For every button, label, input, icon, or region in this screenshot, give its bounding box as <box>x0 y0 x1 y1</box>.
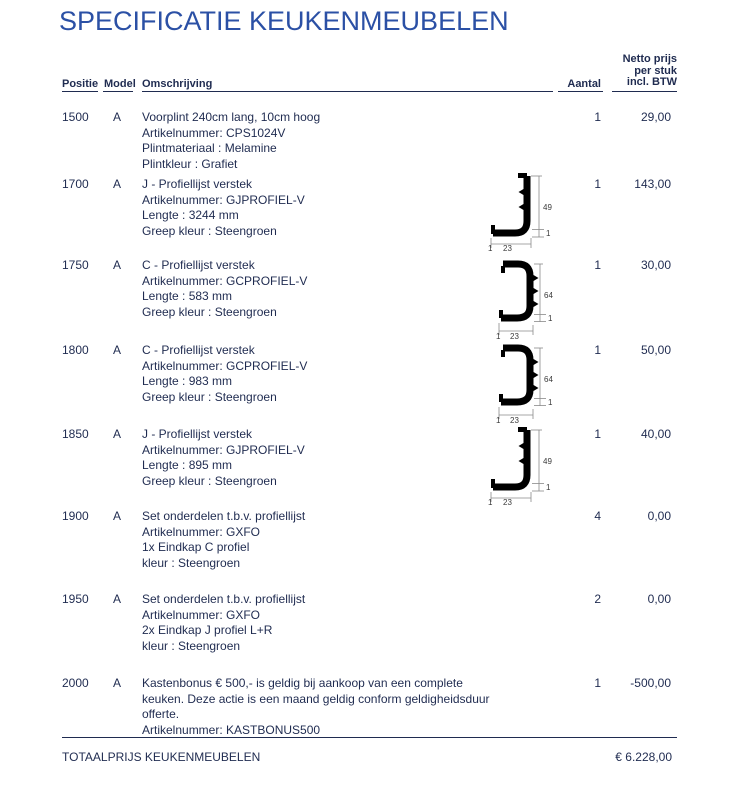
dim-bottom-left-label: 1 <box>496 416 501 424</box>
cell-positie: 1500 <box>62 110 89 124</box>
cell-positie: 1750 <box>62 258 89 272</box>
dim-right-label: 1 <box>546 229 551 238</box>
dim-bottom-width-label: 23 <box>510 332 519 340</box>
dim-height-label: 49 <box>543 457 552 466</box>
cell-prijs: 0,00 <box>647 509 671 523</box>
description-line: Voorplint 240cm lang, 10cm hoog <box>142 110 321 124</box>
cell-aantal: 1 <box>594 427 601 441</box>
description-line: Plintmateriaal : Melamine <box>142 141 277 155</box>
cell-aantal: 1 <box>594 177 601 191</box>
cell-prijs: 30,00 <box>640 258 671 272</box>
cell-omschrijving <box>142 592 562 654</box>
description-line: Lengte : 583 mm <box>142 289 233 303</box>
column-header-prijs-line: per stuk <box>634 64 677 77</box>
cell-prijs: -500,00 <box>630 676 671 690</box>
description-line: Greep kleur : Steengroen <box>142 389 277 404</box>
cell-positie: 2000 <box>62 676 89 690</box>
description-line: Artikelnummer: GJPROFIEL-V <box>142 192 305 207</box>
cell-prijs: 40,00 <box>640 427 671 441</box>
dim-bottom-width-label: 23 <box>510 416 519 424</box>
description-line: Greep kleur : Steengroen <box>142 473 277 488</box>
cell-positie: 1900 <box>62 509 89 523</box>
cell-aantal: 1 <box>594 343 601 357</box>
j-profile-diagram <box>486 168 564 252</box>
column-header-prijs <box>571 54 677 89</box>
cell-model: A <box>113 110 122 124</box>
header-rule-prijs <box>612 91 677 92</box>
description-line: Artikelnummer: GCPROFIEL-V <box>142 358 308 373</box>
cell-model: A <box>113 676 122 690</box>
dim-right-label: 1 <box>548 314 553 323</box>
description-line: J - Profiellijst verstek <box>142 427 253 441</box>
header-rule-model <box>103 91 133 92</box>
description-line: Lengte : 895 mm <box>142 458 233 472</box>
description-line: Artikelnummer: GCPROFIEL-V <box>142 273 308 288</box>
cell-aantal: 4 <box>594 509 601 523</box>
cell-positie: 1800 <box>62 343 89 357</box>
column-header-prijs-line: Netto prijs <box>622 53 677 65</box>
c-profile-diagram <box>486 256 564 340</box>
description-line: offerte. <box>142 707 180 721</box>
description-line: Lengte : 3244 mm <box>142 208 239 222</box>
column-header-aantal: Aantal <box>567 78 601 90</box>
dim-height-label: 64 <box>544 291 553 300</box>
cell-prijs: 0,00 <box>647 592 671 606</box>
cell-aantal: 1 <box>594 110 601 124</box>
description-line: 1x Eindkap C profiel <box>142 540 250 554</box>
description-line: Set onderdelen t.b.v. profiellijst <box>142 592 306 606</box>
cell-model: A <box>113 592 122 606</box>
header-rule-omschrijving <box>142 91 553 92</box>
description-line: Greep kleur : Steengroen <box>142 223 277 238</box>
cell-aantal: 1 <box>594 258 601 272</box>
description-line: Artikelnummer: GXFO <box>142 607 261 622</box>
total-label: TOTAALPRIJS KEUKENMEUBELEN <box>62 750 261 764</box>
cell-prijs: 29,00 <box>640 110 671 124</box>
cell-model: A <box>113 343 122 357</box>
cell-model: A <box>113 509 122 523</box>
cell-positie: 1950 <box>62 592 89 606</box>
c-profile-diagram <box>486 340 564 424</box>
description-line: 2x Eindkap J profiel L+R <box>142 623 273 637</box>
header-rule-positie <box>62 91 98 92</box>
cell-model: A <box>113 177 122 191</box>
dim-right-label: 1 <box>546 483 551 492</box>
dim-bottom-left-label: 1 <box>488 498 493 506</box>
description-line: J - Profiellijst verstek <box>142 177 253 191</box>
dim-bottom-left-label: 1 <box>488 244 493 252</box>
cell-aantal: 1 <box>594 676 601 690</box>
description-line: Artikelnummer: KASTBONUS500 <box>142 722 321 737</box>
description-line: Artikelnummer: CPS1024V <box>142 125 286 140</box>
cell-aantal: 2 <box>594 592 601 606</box>
description-line: Artikelnummer: GJPROFIEL-V <box>142 442 305 457</box>
description-line: Greep kleur : Steengroen <box>142 304 277 319</box>
dim-height-label: 64 <box>544 375 553 384</box>
cell-positie: 1850 <box>62 427 89 441</box>
description-line: C - Profiellijst verstek <box>142 258 255 272</box>
dim-bottom-left-label: 1 <box>496 332 501 340</box>
cell-positie: 1700 <box>62 177 89 191</box>
description-line: Plintkleur : Grafiet <box>142 156 238 171</box>
dim-right-label: 1 <box>548 398 553 407</box>
cell-model: A <box>113 427 122 441</box>
cell-prijs: 50,00 <box>640 343 671 357</box>
total-divider <box>62 737 677 738</box>
description-line: Kastenbonus € 500,- is geldig bij aankoop van een complete <box>142 676 463 690</box>
cell-prijs: 143,00 <box>634 177 671 191</box>
description-line: kleur : Steengroen <box>142 555 241 570</box>
cell-omschrijving <box>142 110 562 172</box>
description-line: Lengte : 983 mm <box>142 374 233 388</box>
column-header-prijs-line: incl. BTW <box>626 76 677 88</box>
dim-bottom-width-label: 23 <box>503 244 512 252</box>
description-line: Set onderdelen t.b.v. profiellijst <box>142 509 306 523</box>
cell-model: A <box>113 258 122 272</box>
description-line: kleur : Steengroen <box>142 638 241 653</box>
description-line: C - Profiellijst verstek <box>142 343 255 357</box>
cell-omschrijving <box>142 676 562 738</box>
dim-bottom-width-label: 23 <box>503 498 512 506</box>
column-header-omschrijving: Omschrijving <box>142 78 213 90</box>
page-title: SPECIFICATIE KEUKENMEUBELEN <box>59 6 509 36</box>
description-line: Artikelnummer: GXFO <box>142 524 261 539</box>
total-value: € 6.228,00 <box>615 750 672 764</box>
cell-omschrijving <box>142 509 562 571</box>
column-header-model: Model <box>104 78 136 90</box>
dim-height-label: 49 <box>543 203 552 212</box>
description-line: keuken. Deze actie is een maand geldig conform geldigheidsduur <box>142 691 490 706</box>
header-rule-aantal <box>558 91 603 92</box>
j-profile-diagram <box>486 422 564 506</box>
column-header-positie: Positie <box>62 78 99 90</box>
